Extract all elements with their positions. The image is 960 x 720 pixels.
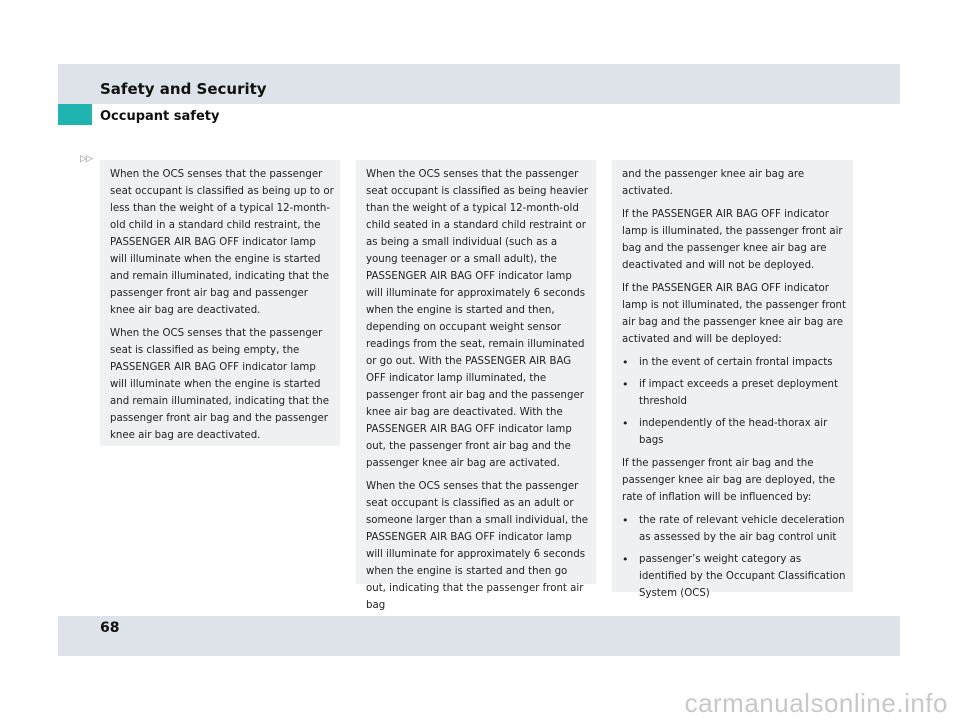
- paragraph: When the OCS senses that the passenger seat occupant is classified as an adult or someone larger than a small individual, the PASSENGER AIR BAG OFF indicator lamp will illuminate for approximately 6 seconds when the engine is started and then go out, indicating that the passenger front air bag: [366, 481, 589, 611]
- paragraph: If the PASSENGER AIR BAG OFF indicator lamp is illuminated, the passenger front air bag and the passenger knee air bag are deactivated and will not be deployed.: [622, 209, 843, 271]
- paragraph: When the OCS senses that the passenger seat is classified as being empty, the PASSENGER AIR BAG OFF indicator lamp will illuminate when the engine is started and remain illuminated, indicating that the passenger front air bag and the passenger knee air bag are deactivated.: [110, 328, 329, 441]
- list-item: • passenger’s weight category as identified by the Occupant Classification System (OCS): [622, 551, 847, 602]
- text-column-2: [356, 160, 596, 611]
- section-title: Safety and Security: [100, 80, 267, 98]
- page-number: 68: [100, 620, 120, 636]
- subsection-title: Occupant safety: [100, 109, 220, 124]
- list-item: • independently of the head-thorax air bags: [622, 415, 847, 449]
- footer-band: [58, 616, 900, 656]
- paragraph: When the OCS senses that the passenger seat occupant is classified as being up to or less than the weight of a typical 12-month-old child in a standard child restraint, the PASSENGER AIR BAG OFF indicator lamp will illuminate when the engine is started and remain illuminated, indicating that the passenger front air bag and passenger knee air bag are deactivated.: [110, 169, 334, 316]
- watermark-text: carmanualsonline.info: [684, 688, 948, 718]
- bullet-list: [622, 512, 847, 602]
- paragraph: and the passenger knee air bag are activated.: [622, 169, 805, 197]
- list-item: • in the event of certain frontal impacts: [622, 354, 847, 371]
- paragraph: When the OCS senses that the passenger seat occupant is classified as being heavier than the weight of a typical 12-month-old child seated in a standard child restraint or as being a small individual (such as a young teenager or a small adult), the PASSENGER AIR BAG OFF indicator lamp will illuminate for approximately 6 seconds when the engine is started and then, depending on occupant weight sensor readings from the seat, remain illuminated or go out. With the PASSENGER AIR BAG OFF indicator lamp illuminated, the passenger front air bag and the passenger knee air bag are deactivated. With the PASSENGER AIR BAG OFF indicator lamp out, the passenger front air bag and the passenger knee air bag are activated.: [366, 169, 589, 469]
- text-column-3: [612, 160, 853, 599]
- paragraph: If the passenger front air bag and the passenger knee air bag are deployed, the rate of inflation will be influenced by:: [622, 458, 836, 503]
- paragraph: If the PASSENGER AIR BAG OFF indicator lamp is not illuminated, the passenger front air bag and the passenger knee air bag are activated and will be deployed:: [622, 283, 847, 345]
- section-color-marker: [58, 104, 92, 125]
- continued-arrows-icon: ▷▷: [80, 154, 92, 164]
- bullet-list: [622, 354, 847, 449]
- text-column-1: [100, 160, 340, 446]
- list-item: • if impact exceeds a preset deployment threshold: [622, 376, 847, 410]
- list-item: • the rate of relevant vehicle deceleration as assessed by the air bag control unit: [622, 512, 847, 546]
